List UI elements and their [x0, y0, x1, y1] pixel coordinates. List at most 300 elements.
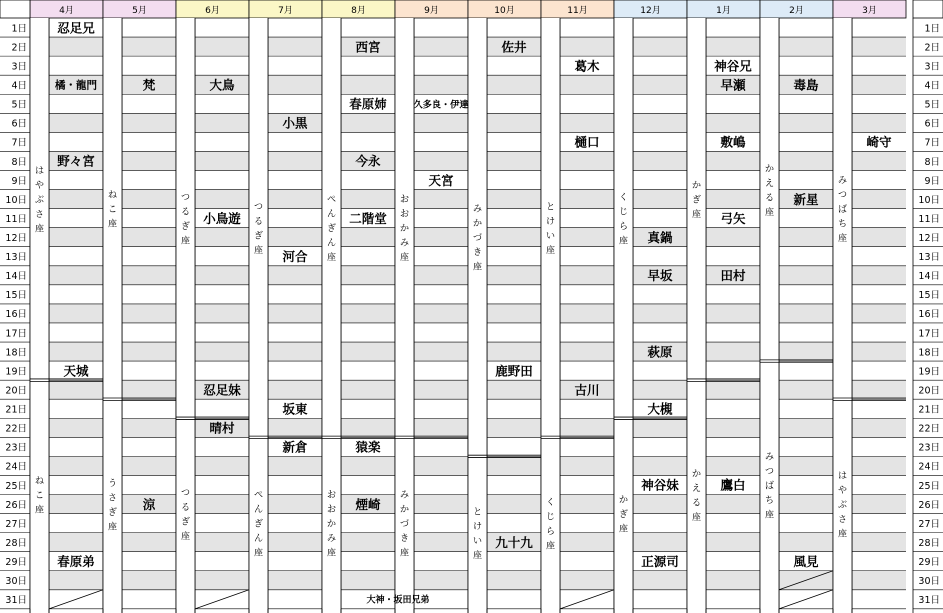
- name-cell: [852, 37, 906, 56]
- birthday-name: 忍足妹: [203, 382, 241, 398]
- name-cell: [633, 361, 687, 380]
- name-cell: [852, 209, 906, 228]
- birthday-name: 鹿野田: [495, 363, 533, 379]
- name-cell: [122, 475, 176, 494]
- day-label-right: 31日: [918, 595, 940, 607]
- name-cell: [560, 190, 614, 209]
- name-cell: [268, 94, 322, 113]
- name-cell: [633, 495, 687, 514]
- name-cell: [268, 514, 322, 533]
- name-cell: [779, 228, 833, 247]
- name-cell: [122, 18, 176, 37]
- birthday-name: 大鳥: [209, 77, 235, 93]
- name-cell: [706, 514, 760, 533]
- birthday-name: 古川: [574, 382, 600, 398]
- name-cell: [49, 475, 103, 494]
- day-label-left: 11日: [5, 213, 27, 225]
- name-cell: [268, 151, 322, 170]
- name-cell: [560, 285, 614, 304]
- name-cell: [633, 209, 687, 228]
- zodiac-sign-label: くじら座: [618, 192, 629, 247]
- name-cell: [852, 437, 906, 456]
- zodiac-sign-label: とけい座: [472, 507, 483, 561]
- name-cell: [122, 342, 176, 361]
- name-cell: [268, 475, 322, 494]
- day-label-right: 26日: [918, 499, 940, 511]
- month-label: 1月: [716, 6, 731, 16]
- name-cell: [779, 475, 833, 494]
- day-label-right: 6日: [924, 118, 940, 130]
- name-cell: [852, 475, 906, 494]
- name-cell: [706, 37, 760, 56]
- name-cell: [268, 304, 322, 323]
- name-cell: [268, 552, 322, 571]
- name-cell: [49, 342, 103, 361]
- day-label-right: 5日: [924, 99, 940, 111]
- sign-cell: [468, 456, 487, 608]
- name-cell: [195, 266, 249, 285]
- name-cell: [487, 571, 541, 590]
- name-cell: [487, 304, 541, 323]
- name-cell: [852, 514, 906, 533]
- name-cell: [414, 37, 468, 56]
- day-label-right: 20日: [918, 385, 940, 397]
- name-cell: [195, 552, 249, 571]
- name-cell: [122, 380, 176, 399]
- birthday-name: 小黒: [282, 115, 308, 131]
- name-cell: [560, 247, 614, 266]
- name-cell: [560, 75, 614, 94]
- name-cell: [779, 113, 833, 132]
- name-cell: [852, 590, 906, 609]
- name-cell: [122, 132, 176, 151]
- day-label-left: 9日: [11, 175, 27, 187]
- name-cell: [195, 514, 249, 533]
- zodiac-sign-label: つるぎ座: [180, 192, 191, 247]
- name-cell: [341, 170, 395, 189]
- name-cell: [122, 190, 176, 209]
- name-cell: [487, 266, 541, 285]
- sign-cell: [541, 18, 560, 437]
- birthday-name: 晴村: [209, 420, 235, 436]
- name-cell: [852, 151, 906, 170]
- name-cell: [779, 209, 833, 228]
- month-header-row: [0, 0, 943, 18]
- name-cell: [49, 323, 103, 342]
- day-label-left: 13日: [5, 252, 27, 264]
- name-cell: [49, 170, 103, 189]
- name-cell: [560, 456, 614, 475]
- name-cell: [195, 228, 249, 247]
- name-cell: [633, 514, 687, 533]
- name-cell: [122, 304, 176, 323]
- name-cell: [122, 151, 176, 170]
- name-cell: [414, 56, 468, 75]
- birthday-name: 春原弟: [57, 553, 95, 569]
- day-label-left: 19日: [5, 366, 27, 378]
- name-cell: [341, 380, 395, 399]
- name-cell: [49, 285, 103, 304]
- month-label: 7月: [278, 6, 293, 16]
- day-label-right: 7日: [924, 137, 940, 149]
- zodiac-sign-label: ぺんぎん座: [326, 195, 337, 264]
- name-cell: [487, 132, 541, 151]
- name-cell: [633, 437, 687, 456]
- name-cell: [852, 56, 906, 75]
- day-label-left: 26日: [5, 499, 27, 511]
- name-cell: [49, 209, 103, 228]
- name-cell: [414, 304, 468, 323]
- name-cell: [706, 495, 760, 514]
- day-label-right: 28日: [918, 537, 940, 549]
- name-cell: [779, 56, 833, 75]
- name-cell: [414, 514, 468, 533]
- name-cell: [560, 170, 614, 189]
- name-cell: [268, 18, 322, 37]
- name-cell: [706, 456, 760, 475]
- name-cell: [852, 266, 906, 285]
- name-cell: [268, 380, 322, 399]
- name-cell: [341, 418, 395, 437]
- name-cell: [341, 475, 395, 494]
- name-cell: [414, 209, 468, 228]
- birthday-name: 九十九: [495, 534, 533, 550]
- name-cell: [560, 437, 614, 456]
- name-cell: [487, 209, 541, 228]
- birthday-name: 大槻: [647, 401, 673, 417]
- birthday-name: 正源司: [641, 553, 679, 569]
- month-label: 2月: [789, 6, 804, 16]
- name-cell: [633, 418, 687, 437]
- name-cell: [49, 56, 103, 75]
- day-label-right: 25日: [918, 480, 940, 492]
- month-label: 5月: [132, 6, 147, 16]
- name-cell: [852, 228, 906, 247]
- name-cell: [414, 190, 468, 209]
- name-cell: [122, 94, 176, 113]
- name-cell: [195, 37, 249, 56]
- name-cell: [341, 18, 395, 37]
- name-cell: [706, 342, 760, 361]
- name-cell: [49, 514, 103, 533]
- name-cell: [779, 342, 833, 361]
- day-label-left: 12日: [5, 232, 27, 244]
- name-cell: [268, 361, 322, 380]
- name-cell: [633, 190, 687, 209]
- birthday-name: 佐井: [501, 39, 527, 55]
- name-cell: [779, 304, 833, 323]
- name-cell: [779, 456, 833, 475]
- name-cell: [195, 533, 249, 552]
- name-cell: [706, 533, 760, 552]
- name-cell: [268, 590, 322, 609]
- name-cell: [852, 552, 906, 571]
- name-cell: [414, 533, 468, 552]
- name-cell: [414, 247, 468, 266]
- name-cell: [560, 94, 614, 113]
- name-cell: [852, 94, 906, 113]
- name-cell: [560, 151, 614, 170]
- day-label-left: 2日: [11, 42, 27, 54]
- name-cell: [779, 285, 833, 304]
- name-cell: [560, 571, 614, 590]
- zodiac-sign-label: みかづき座: [472, 204, 483, 273]
- name-cell: [560, 228, 614, 247]
- name-cell: [633, 456, 687, 475]
- name-cell: [706, 361, 760, 380]
- zodiac-sign-label: つるぎ座: [253, 202, 264, 256]
- name-cell: [122, 113, 176, 132]
- day-label-right: 16日: [918, 309, 940, 321]
- birthday-name: 久多良・伊達: [413, 99, 469, 111]
- footer-note: 大神・坂田兄弟: [366, 595, 430, 606]
- day-label-left: 7日: [11, 137, 27, 149]
- name-cell: [560, 514, 614, 533]
- name-cell: [487, 228, 541, 247]
- name-cell: [852, 113, 906, 132]
- name-cell: [49, 94, 103, 113]
- name-cell: [195, 495, 249, 514]
- zodiac-sign-label: みつばち座: [764, 452, 775, 521]
- name-cell: [268, 228, 322, 247]
- name-cell: [268, 132, 322, 151]
- sign-cell: [541, 437, 560, 609]
- name-cell: [560, 475, 614, 494]
- name-cell: [779, 514, 833, 533]
- name-cell: [49, 399, 103, 418]
- name-cell: [268, 170, 322, 189]
- name-cell: [706, 571, 760, 590]
- name-cell: [487, 247, 541, 266]
- zodiac-sign-label: はやぶさ座: [34, 166, 45, 235]
- name-cell: [779, 132, 833, 151]
- name-cell: [341, 342, 395, 361]
- name-cell: [341, 132, 395, 151]
- name-cell: [852, 380, 906, 399]
- name-cell: [633, 247, 687, 266]
- name-cell: [852, 247, 906, 266]
- name-cell: [341, 228, 395, 247]
- name-cell: [341, 113, 395, 132]
- name-cell: [852, 361, 906, 380]
- name-cell: [487, 285, 541, 304]
- name-cell: [268, 456, 322, 475]
- name-cell: [779, 266, 833, 285]
- name-cell: [779, 399, 833, 418]
- name-cell: [122, 209, 176, 228]
- name-cell: [122, 514, 176, 533]
- name-cell: [560, 361, 614, 380]
- name-cell: [195, 132, 249, 151]
- name-cell: [560, 418, 614, 437]
- name-cell: [706, 437, 760, 456]
- name-cell: [852, 456, 906, 475]
- zodiac-sign-label: ねこ座: [107, 190, 118, 230]
- name-cell: [268, 495, 322, 514]
- name-cell: [633, 113, 687, 132]
- birthday-name: 猿楽: [355, 439, 381, 455]
- day-label-right: 19日: [918, 366, 940, 378]
- zodiac-sign-label: かぎ座: [691, 181, 702, 221]
- name-cell: [414, 456, 468, 475]
- name-cell: [122, 399, 176, 418]
- name-cell: [195, 94, 249, 113]
- zodiac-sign-label: みかづき座: [399, 490, 410, 559]
- birthday-name: 天城: [63, 363, 89, 379]
- name-cell: [122, 361, 176, 380]
- name-cell: [779, 37, 833, 56]
- name-cell: [706, 18, 760, 37]
- name-cell: [195, 456, 249, 475]
- day-label-right: 15日: [918, 290, 940, 302]
- name-cell: [779, 361, 833, 380]
- day-label-left: 29日: [5, 557, 27, 569]
- name-cell: [268, 285, 322, 304]
- name-cell: [414, 285, 468, 304]
- name-cell: [706, 113, 760, 132]
- name-cell: [49, 304, 103, 323]
- birthday-name: 弓矢: [720, 210, 746, 226]
- name-cell: [852, 18, 906, 37]
- month-label: 11月: [567, 6, 588, 16]
- name-cell: [633, 75, 687, 94]
- day-label-right: 8日: [924, 156, 940, 168]
- name-cell: [560, 209, 614, 228]
- birthday-name: 梵: [142, 77, 156, 93]
- birthday-name: 田村: [720, 268, 746, 284]
- birthday-name: 涼: [142, 496, 156, 512]
- name-cell: [414, 437, 468, 456]
- name-cell: [49, 266, 103, 285]
- birthday-name: 河合: [282, 249, 308, 264]
- birthday-name: 真鍋: [647, 229, 673, 245]
- name-cell: [195, 475, 249, 494]
- name-cell: [633, 323, 687, 342]
- name-cell: [49, 247, 103, 266]
- birthday-name: 野々宮: [57, 153, 95, 169]
- day-label-right: 21日: [918, 404, 940, 416]
- name-cell: [414, 228, 468, 247]
- name-cell: [195, 285, 249, 304]
- day-label-right: 1日: [924, 23, 940, 35]
- name-cell: [195, 571, 249, 590]
- name-cell: [852, 342, 906, 361]
- name-cell: [560, 266, 614, 285]
- name-cell: [779, 418, 833, 437]
- name-cell: [633, 132, 687, 151]
- name-cell: [341, 571, 395, 590]
- sign-cell: [176, 418, 195, 609]
- name-cell: [779, 380, 833, 399]
- month-label: 12月: [640, 6, 661, 16]
- name-cell: [122, 552, 176, 571]
- name-cell: [633, 533, 687, 552]
- name-cell: [560, 552, 614, 571]
- name-cell: [706, 94, 760, 113]
- name-cell: [414, 418, 468, 437]
- name-cell: [341, 56, 395, 75]
- month-label: 3月: [862, 6, 877, 16]
- name-cell: [706, 151, 760, 170]
- birthday-name: 春原姉: [349, 96, 387, 112]
- birthday-name: 今永: [355, 153, 381, 169]
- day-label-right: 22日: [918, 423, 940, 435]
- name-cell: [779, 437, 833, 456]
- day-label-left: 30日: [5, 576, 27, 588]
- name-cell: [633, 571, 687, 590]
- name-cell: [195, 323, 249, 342]
- name-cell: [414, 495, 468, 514]
- day-label-left: 25日: [5, 480, 27, 492]
- name-cell: [706, 304, 760, 323]
- month-label: 6月: [205, 6, 220, 16]
- name-cell: [487, 94, 541, 113]
- name-cell: [122, 437, 176, 456]
- day-label-right: 2日: [924, 42, 940, 54]
- name-cell: [414, 132, 468, 151]
- day-label-left: 21日: [5, 404, 27, 416]
- zodiac-sign-label: とけい座: [545, 202, 556, 256]
- name-cell: [487, 437, 541, 456]
- name-cell: [633, 94, 687, 113]
- name-cell: [268, 56, 322, 75]
- name-cell: [268, 533, 322, 552]
- day-label-right: 3日: [924, 61, 940, 73]
- name-cell: [487, 590, 541, 609]
- zodiac-sign-label: かえる座: [764, 164, 775, 218]
- day-label-left: 28日: [5, 537, 27, 549]
- name-cell: [487, 56, 541, 75]
- day-label-right: 11日: [918, 213, 940, 225]
- name-cell: [268, 266, 322, 285]
- name-cell: [49, 132, 103, 151]
- name-cell: [560, 495, 614, 514]
- name-cell: [779, 495, 833, 514]
- name-cell: [852, 190, 906, 209]
- name-cell: [414, 571, 468, 590]
- name-cell: [633, 18, 687, 37]
- zodiac-sign-label: おおかみ座: [399, 195, 410, 264]
- birthday-name: 新星: [793, 191, 819, 207]
- name-cell: [560, 533, 614, 552]
- name-cell: [268, 323, 322, 342]
- name-cell: [414, 342, 468, 361]
- day-label-right: 12日: [918, 232, 940, 244]
- zodiac-sign-label: ねこ座: [34, 476, 45, 516]
- day-label-left: 20日: [5, 385, 27, 397]
- name-cell: [268, 342, 322, 361]
- day-label-right: 30日: [918, 576, 940, 588]
- name-cell: [487, 18, 541, 37]
- name-cell: [487, 514, 541, 533]
- zodiac-sign-label: かぎ座: [618, 495, 629, 535]
- zodiac-sign-label: ぺんぎん座: [253, 490, 264, 559]
- name-cell: [560, 304, 614, 323]
- name-cell: [706, 399, 760, 418]
- name-cell: [487, 113, 541, 132]
- zodiac-sign-label: かえる座: [691, 469, 702, 523]
- birthday-name: 煙崎: [355, 496, 381, 512]
- name-cell: [49, 418, 103, 437]
- day-label-right: 4日: [924, 80, 940, 92]
- day-label-left: 23日: [5, 442, 27, 454]
- zodiac-sign-label: つるぎ座: [180, 488, 191, 542]
- name-cell: [706, 285, 760, 304]
- name-cell: [706, 170, 760, 189]
- birthday-name: 新倉: [282, 439, 308, 455]
- name-cell: [195, 151, 249, 170]
- name-cell: [560, 113, 614, 132]
